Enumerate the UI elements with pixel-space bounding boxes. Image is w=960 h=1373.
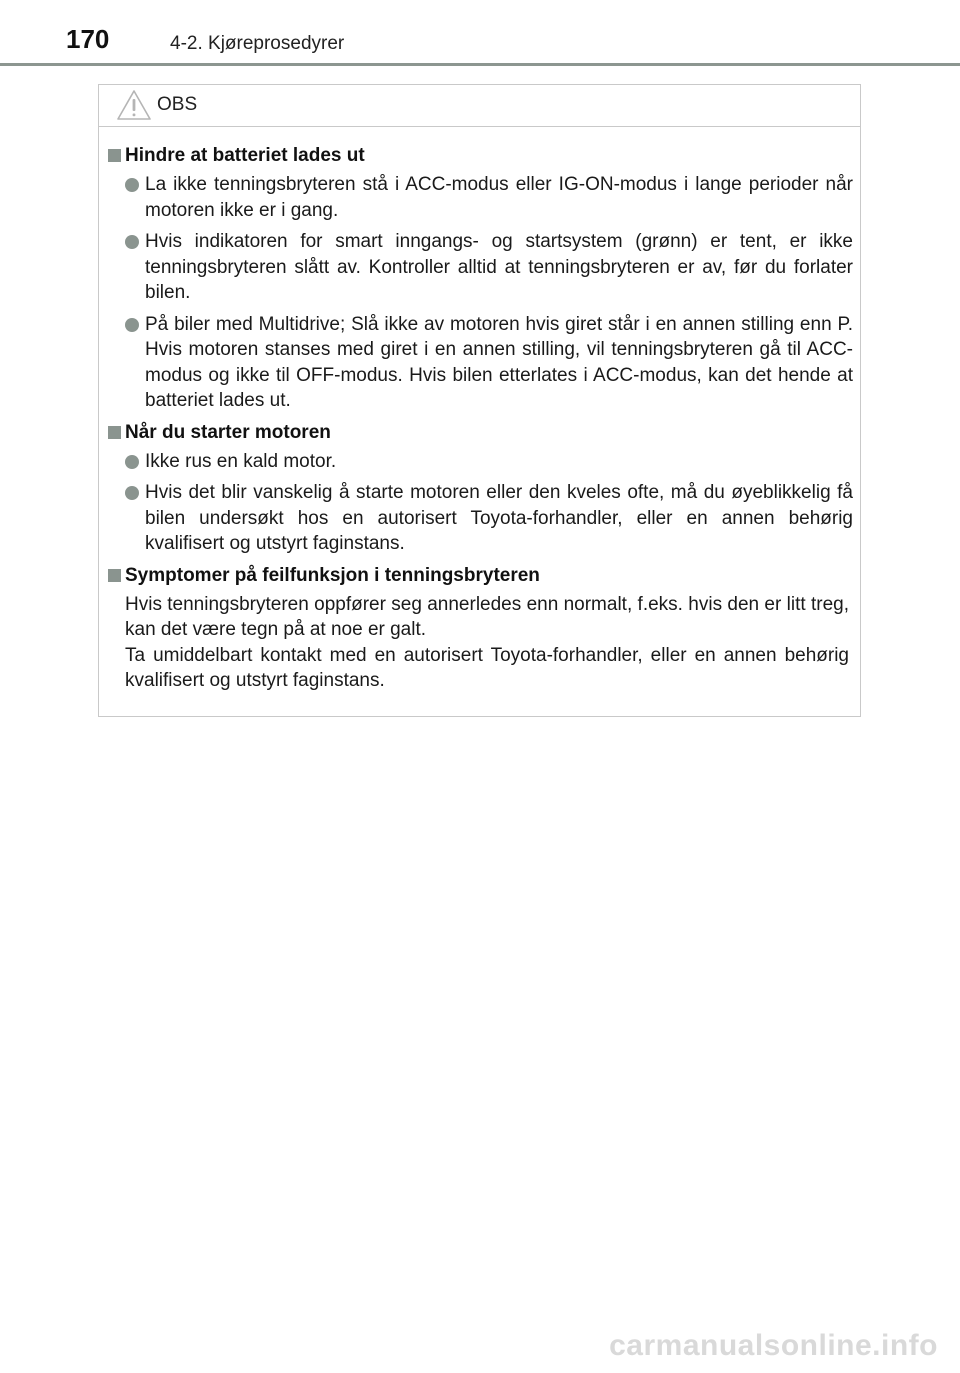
list-item xyxy=(145,312,853,414)
round-bullet-icon xyxy=(125,455,139,469)
warning-notice-box xyxy=(98,84,861,717)
section-heading xyxy=(99,420,860,446)
page-number: 170 xyxy=(66,24,110,54)
square-bullet-icon xyxy=(108,569,121,582)
section-heading xyxy=(99,563,860,589)
section-heading-text: Hindre at batteriet lades ut xyxy=(125,145,365,166)
notice-body xyxy=(99,143,860,694)
round-bullet-icon xyxy=(125,235,139,249)
square-bullet-icon xyxy=(108,426,121,439)
round-bullet-icon xyxy=(125,486,139,500)
list-item xyxy=(145,449,853,475)
warning-triangle-icon xyxy=(116,89,152,121)
list-item-text: Hvis det blir vanskelig å starte motoren eller den kveles ofte, må du øyeblikkelig få bilen undersøkt hos en autorisert Toyota-forhandler, eller en annen behørig kvalifisert og utstyrt faginstans. xyxy=(145,482,853,554)
list-item-text: Ikke rus en kald motor. xyxy=(145,450,337,472)
watermark-text: carmanualsonline.info xyxy=(609,1329,938,1362)
section-starting xyxy=(99,420,860,557)
section-title: 4-2. Kjøreprosedyrer xyxy=(170,33,345,54)
round-bullet-icon xyxy=(125,178,139,192)
list-item xyxy=(145,172,853,223)
section-heading-text: Når du starter motoren xyxy=(125,421,331,443)
page-header xyxy=(0,0,960,66)
section-battery xyxy=(99,143,860,414)
section-heading-text: Symptomer på feilfunksjon i tenningsbryteren xyxy=(125,564,540,586)
section-switch-malfunction xyxy=(99,563,860,694)
paragraph: Hvis tenningsbryteren oppfører seg annerledes enn normalt, f.eks. hvis den er litt treg, kan det være tegn på at noe er galt. xyxy=(125,593,849,640)
square-bullet-icon xyxy=(108,149,121,162)
round-bullet-icon xyxy=(125,318,139,332)
list-item xyxy=(145,229,853,306)
notice-header xyxy=(99,85,860,127)
section-heading xyxy=(99,143,860,169)
list-item-text: La ikke tenningsbryteren stå i ACC-modus eller IG-ON-modus i lange perioder når motoren ikke er i gang. xyxy=(145,174,853,221)
list-item-text: Hvis indikatoren for smart inngangs- og startsystem (grønn) er tent, er ikke tenningsbryteren slått av. Kontroller alltid at tenningsbryteren er av, før du forlater bilen. xyxy=(145,231,853,303)
list-item-text: På biler med Multidrive; Slå ikke av motoren hvis giret står i en annen stilling enn P. Hvis motoren stanses med giret i en annen stilling, vil tenningsbryteren gå til ACC-modus og ikke til OFF-modus. Hvis bilen etterlates i ACC-modus, kan det hende at batteriet lades ut. xyxy=(145,313,853,411)
paragraph: Ta umiddelbart kontakt med en autorisert Toyota-forhandler, eller en annen behørig kvalifisert og utstyrt faginstans. xyxy=(125,644,849,691)
header-rule xyxy=(0,63,960,66)
notice-label: OBS xyxy=(157,94,198,115)
list-item xyxy=(145,480,853,557)
